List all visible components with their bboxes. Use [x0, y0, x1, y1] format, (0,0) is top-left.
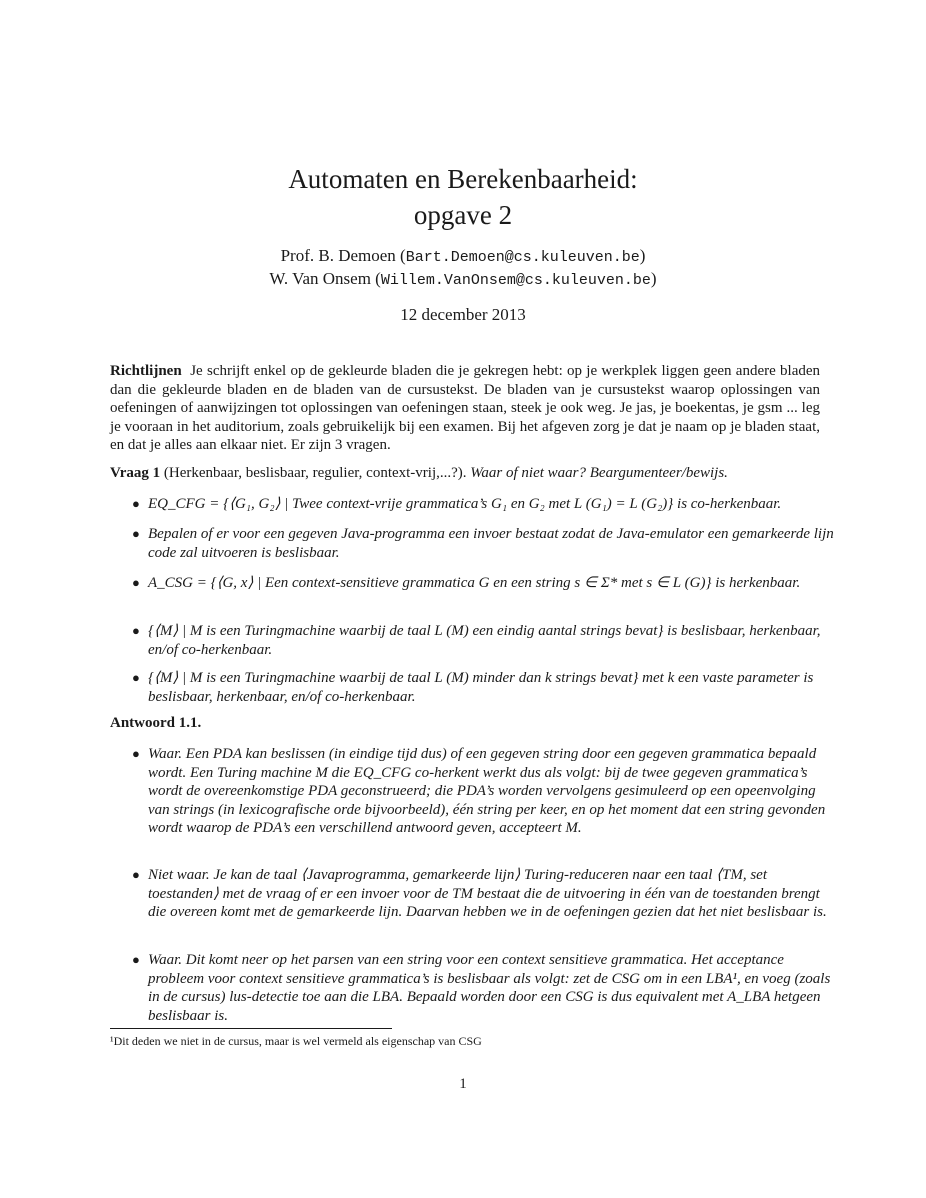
guidelines-text: Je schrijft enkel op de gekleurde bladen die je gekregen hebt: op je werkplek liggen geen andere bladen dan die gekleurde bladen en de bladen van de cursustekst. De bladen van je cursustekst waarop oplossingen van oefeningen of aanwijzingen tot oplossingen van oefeningen staan, steek je ook weg. Je jas, je boekentas, je gsm ... leg je vooraan in het auditorium, zoals gebruikelijk bij een examen. Bij het afgeven zorg je dat je naam op je bladen staat, en dat je alles aan elkaar niet. Er zijn 3 vragen. — [110, 363, 821, 453]
title-line-2: opgave 2 — [413, 200, 513, 230]
item-text: Waar. Een PDA kan beslissen (in eindige tijd dus) of een gegeven string door een gegeven grammatica bepaald wordt. Een Turing machine M die EQ_CFG co-herkent werkt dus als volgt: bij de twee gegeven grammatica’s wordt de overeenkomstige PDA geconstrueerd; die PDA’s worden vervolgens gesimuleerd op een opeenvolging van strings (in lexicografische orde bijvoorbeeld), één string per keer, en op het moment dat een string gevonden wordt waarop de PDA’s een verschillend antwoord geven, accepteert M. — [148, 746, 826, 836]
author-1-email: Bart.Demoen@cs.kuleuven.be — [405, 249, 640, 266]
question-1-heading — [110, 464, 820, 483]
author-1 — [0, 245, 926, 269]
question-1-item-1 — [132, 495, 838, 514]
title-line-1: Automaten en Berekenbaarheid: — [288, 164, 638, 194]
author-2-email: Willem.VanOnsem@cs.kuleuven.be — [380, 272, 651, 289]
bullet: ● — [132, 867, 140, 882]
item-text: Niet waar. Je kan de taal ⟨Javaprogramma, gemarkeerde lijn⟩ Turing-reduceren naar een taal ⟨TM, set toestanden⟩ met de vraag of er een invoer voor de TM bestaat die de uitvoering in één van de toestanden brengt die overeen komt met de gemarkeerde lijn. Daarvan hebben we in de oefeningen gezien dat het niet beslisbaar is. — [148, 867, 827, 920]
item-text: {⟨M⟩ | M is een Turingmachine waarbij de taal L (M) minder dan k strings bevat} met k een vaste parameter is beslisbaar, herkenbaar, en/of co-herkenbaar. — [148, 670, 814, 705]
question-1-label: Vraag 1 — [110, 465, 161, 481]
guidelines-heading: Richtlijnen — [110, 363, 182, 379]
author-1-close: ) — [639, 246, 646, 265]
bullet: ● — [132, 496, 140, 511]
page-number: 1 — [459, 1076, 467, 1092]
bullet: ● — [132, 526, 140, 541]
item-text: Bepalen of er voor een gegeven Java-programma een invoer bestaat zodat de Java-emulator een gemarkeerde lijn code zal uitvoeren is beslisbaar. — [148, 526, 834, 561]
question-1-item-2 — [132, 525, 838, 562]
question-1-item-4 — [132, 622, 838, 659]
answer-heading: Antwoord 1.1. — [110, 715, 202, 731]
item-text: EQ_CFG = {⟨G₁, G₂⟩ | Twee context-vrije grammatica’s G₁ en G₂ met L (G₁) = L (G₂)} is co-herkenbaar. — [148, 496, 782, 512]
item-text: Waar. Dit komt neer op het parsen van een string voor een context sensitieve grammatica. Het acceptance probleem voor context sensitieve grammatica’s is beslisbaar als volgt: zet de CSG om in een LBA¹, en voeg (zoals in de cursus) lus-detectie toe aan die LBA. Bepaald worden door een CSG is dus equivalent met A_LBA hetgeen beslisbaar is. — [148, 952, 831, 1024]
bullet: ● — [132, 746, 140, 761]
answer-item-3 — [132, 951, 838, 1025]
question-1-item-5 — [132, 669, 838, 706]
item-text: A_CSG = {⟨G, x⟩ | Een context-sensitieve grammatica G en een string s ∈ Σ* met s ∈ L (G)} is herkenbaar. — [148, 575, 801, 591]
bullet: ● — [132, 670, 140, 685]
author-1-name: Prof. B. Demoen ( — [280, 246, 406, 265]
bullet: ● — [132, 575, 140, 590]
item-text: {⟨M⟩ | M is een Turingmachine waarbij de taal L (M) een eindig aantal strings bevat} is beslisbaar, herkenbaar, en/of co-herkenbaar. — [148, 623, 821, 658]
answer-item-1 — [132, 745, 838, 838]
guidelines-paragraph — [110, 362, 820, 455]
footnote-rule — [110, 1028, 392, 1029]
bullet: ● — [132, 623, 140, 638]
author-2 — [0, 268, 926, 292]
question-1-instruction: Waar of niet waar? Beargumenteer/bewijs. — [470, 465, 728, 481]
author-2-close: ) — [650, 269, 657, 288]
question-1-item-3 — [132, 574, 838, 593]
footnote: ¹Dit deden we niet in de cursus, maar is wel vermeld als eigenschap van CSG — [110, 1034, 482, 1048]
bullet: ● — [132, 952, 140, 967]
answer-item-2 — [132, 866, 838, 922]
date: 12 december 2013 — [400, 305, 526, 324]
author-2-name: W. Van Onsem ( — [269, 269, 381, 288]
question-1-topic: (Herkenbaar, beslisbaar, regulier, context-vrij,...?). — [163, 465, 467, 481]
